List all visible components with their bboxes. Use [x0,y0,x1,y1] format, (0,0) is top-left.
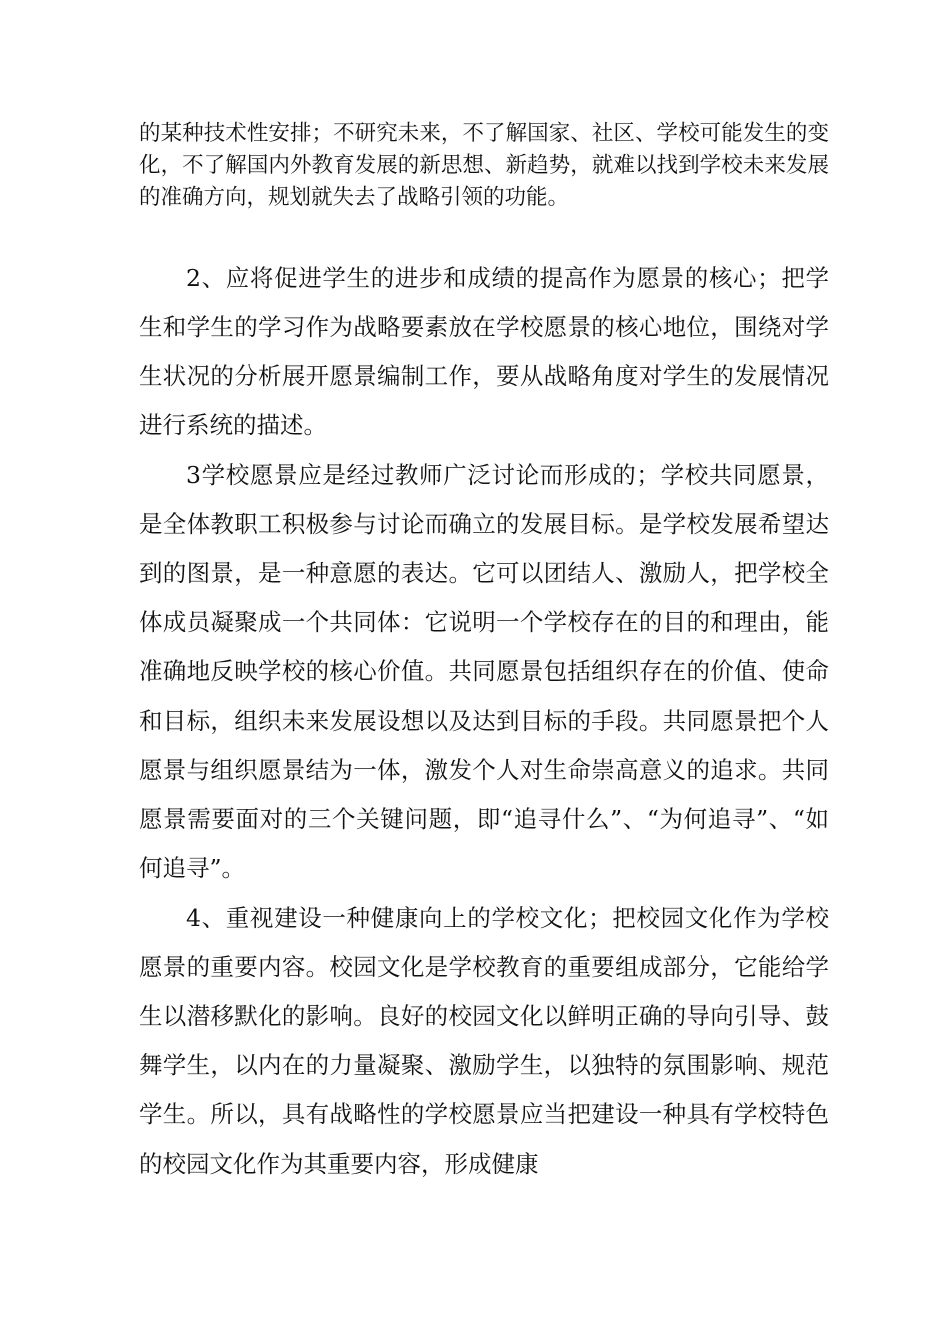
paragraph-continuation: 的某种技术性安排；不研究未来，不了解国家、社区、学校可能发生的变化，不了解国内外教育发展的新思想、新趋势，就难以找到学校未来发展的准确方向，规划就失去了战略引领的功能。 [139,120,829,210]
paragraph-2: 2、应将促进学生的进步和成绩的提高作为愿景的核心；把学生和学生的学习作为战略要素放在学校愿景的核心地位，围绕对学生状况的分析展开愿景编制工作，要从战略角度对学生的发展情况进行系统的描述。 [139,263,829,440]
paragraph-4: 4、重视建设一种健康向上的学校文化；把校园文化作为学校愿景的重要内容。校园文化是学校教育的重要组成部分，它能给学生以潜移默化的影响。良好的校园文化以鲜明正确的导向引导、鼓舞学生，以内在的力量凝聚、激励学生，以独特的氛围影响、规范学生。所以，具有战略性的学校愿景应当把建设一种具有学校特色的校园文化作为其重要内容，形成健康 [139,903,829,1178]
paragraph-3: 3学校愿景应是经过教师广泛讨论而形成的；学校共同愿景，是全体教职工积极参与讨论而确立的发展目标。是学校发展希望达到的图景，是一种意愿的表达。它可以团结人、激励人，把学校全体成员凝聚成一个共同体：它说明一个学校存在的目的和理由，能准确地反映学校的核心价值。共同愿景包括组织存在的价值、使命和目标，组织未来发展设想以及达到目标的手段。共同愿景把个人愿景与组织愿景结为一体，激发个人对生命崇高意义的追求。共同愿景需要面对的三个关键问题，即“追寻什么”、“为何追寻”、“如何追寻”。 [139,460,829,883]
